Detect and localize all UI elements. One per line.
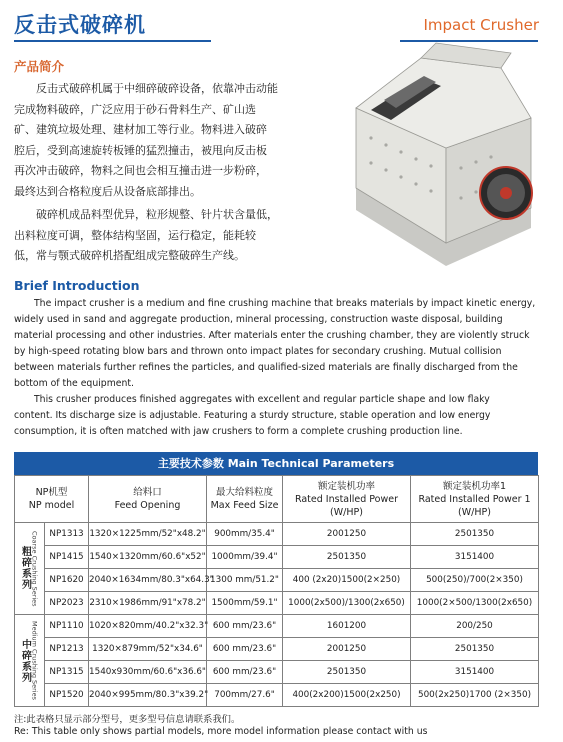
cell-feed: 1020×820mm/40.2"x32.3" — [89, 615, 207, 638]
group-name-cn: 粗碎系列 — [19, 546, 31, 591]
header-line: (W/HP) — [458, 506, 491, 518]
table-row — [15, 638, 539, 661]
intro-line: content. Its discharge size is adjustable. Featuring a sturdy structure, stable operation and low energy — [14, 410, 491, 422]
intro-heading-en: Brief Introduction — [14, 278, 140, 293]
cell-feed: 2310×1986mm/91"x78.2" — [89, 592, 207, 615]
intro-line: The impact crusher is a medium and fine crushing machine that breaks materials by impact kinetic energy, — [34, 298, 536, 309]
table-row — [15, 615, 539, 638]
table-title: 主要技术参数 Main Technical Parameters — [14, 452, 538, 475]
intro-line: bottom of the equipment. — [14, 378, 134, 390]
intro-line: consumption, it is often matched with jaw crushers to form a complete crushing production line. — [14, 426, 463, 438]
header-line: 最大给料粒度 — [215, 487, 273, 498]
cell-power: 2501350 — [283, 546, 411, 569]
cell-power: 2001250 — [283, 523, 411, 546]
cell-power1: 3151400 — [411, 546, 539, 569]
header-line: 额定装机功率 — [317, 480, 375, 492]
title-underline — [14, 40, 211, 42]
header-line: Rated Installed Power 1 — [418, 493, 531, 505]
group-medium — [15, 615, 45, 707]
cell-model: NP1520 — [45, 684, 89, 707]
cell-feed: 2040×1634mm/80.3"x64.3" — [89, 569, 207, 592]
header-line: NP机型 — [35, 487, 68, 498]
table-row — [15, 523, 539, 546]
cell-power1: 500(2x250)1700 (2×350) — [411, 684, 539, 707]
header-line: 额定装机功率1 — [442, 480, 507, 492]
header-line: Max Feed Size — [210, 500, 279, 511]
cell-model: NP1620 — [45, 569, 89, 592]
header-maxfeed — [207, 476, 283, 523]
group-name-en: Coarse Crushing Series — [30, 530, 39, 607]
cell-model: NP1110 — [45, 615, 89, 638]
group-name-en: Medium Crushing Series — [30, 621, 39, 700]
cell-model: NP2023 — [45, 592, 89, 615]
table-row — [15, 569, 539, 592]
cell-power1: 3151400 — [411, 661, 539, 684]
intro-line: This crusher produces finished aggregates with excellent and regular particle shape and low flaky — [34, 394, 490, 405]
cell-max: 600 mm/23.6" — [207, 638, 283, 661]
cell-feed: 1320×1225mm/52"x48.2" — [89, 523, 207, 546]
header-line: 给料口 — [133, 487, 162, 498]
cell-max: 900mm/35.4" — [207, 523, 283, 546]
header-line: Rated Installed Power — [294, 493, 399, 505]
intro-paragraph-en-2 — [14, 392, 539, 440]
cell-power: 2501350 — [283, 661, 411, 684]
header-power1 — [411, 476, 539, 523]
cell-power1: 500(250)/700(2×350) — [411, 569, 539, 592]
cell-power: 2001250 — [283, 638, 411, 661]
cell-power: 1000(2x500)/1300(2x650) — [283, 592, 411, 615]
table-row — [15, 684, 539, 707]
cell-max: 1300 mm/51.2" — [207, 569, 283, 592]
footnote-cn: 注:此表格只显示部分型号，更多型号信息请联系我们。 — [14, 714, 241, 725]
header-feed — [89, 476, 207, 523]
intro-line: 矿、建筑垃圾处理、建材加工等行业。物料进入破碎 — [14, 123, 267, 136]
cell-power1: 200/250 — [411, 615, 539, 638]
cell-model: NP1213 — [45, 638, 89, 661]
cell-power: 400(2x200)1500(2x250) — [283, 684, 411, 707]
intro-line: 腔后，受到高速旋转板锤的猛烈撞击，被甩向反击板 — [14, 143, 267, 157]
cell-model: NP1415 — [45, 546, 89, 569]
intro-line: 反击式破碎机属于中细碎破碎设备，依靠冲击动能 — [36, 82, 278, 95]
footnote-en: Re: This table only shows partial models, more model information please contact with us — [14, 726, 428, 737]
cell-feed: 2040×995mm/80.3"x39.2" — [89, 684, 207, 707]
intro-line: 破碎机成品料型优异，粒形规整、针片状含量低， — [36, 208, 278, 221]
header-power — [283, 476, 411, 523]
parameters-table — [14, 452, 538, 707]
page-title-cn: 反击式破碎机 — [14, 13, 146, 37]
table-row — [15, 546, 539, 569]
cell-max: 700mm/27.6" — [207, 684, 283, 707]
cell-model: NP1313 — [45, 523, 89, 546]
table-row — [15, 592, 539, 615]
intro-line: 完成物料破碎，广泛应用于砂石骨料生产、矿山选 — [14, 102, 256, 116]
table-row — [15, 661, 539, 684]
intro-line: 再次冲击破碎，物料之间也会相互撞击进一步粉碎， — [14, 164, 267, 177]
intro-line: 最终达到合格粒度后从设备底部排出。 — [14, 184, 201, 198]
cell-max: 1500mm/59.1" — [207, 592, 283, 615]
cell-model: NP1315 — [45, 661, 89, 684]
intro-paragraph-cn-2 — [14, 205, 304, 267]
intro-line: widely used in sand and aggregate production, mineral processing, construction waste disposal, building — [14, 314, 503, 326]
cell-power: 1601200 — [283, 615, 411, 638]
cell-feed: 1540×1320mm/60.6"x52" — [89, 546, 207, 569]
group-coarse — [15, 523, 45, 615]
cell-feed: 1540x930mm/60.6"x36.6" — [89, 661, 207, 684]
cell-max: 600 mm/23.6" — [207, 661, 283, 684]
group-name-cn: 中碎系列 — [19, 638, 31, 683]
cell-max: 1000mm/39.4" — [207, 546, 283, 569]
intro-line: 低，常与颚式破碎机搭配组成完整破碎生产线。 — [14, 249, 245, 262]
page-title-en: Impact Crusher — [423, 16, 539, 34]
header-line: (W/HP) — [330, 506, 363, 518]
cell-power1: 1000(2×500/1300(2x650) — [411, 592, 539, 615]
cell-feed: 1320×879mm/52"x34.6" — [89, 638, 207, 661]
intro-line: between materials further refines the particles, and qualified-sized materials are finally discharged from the — [14, 362, 518, 374]
intro-line: 出料粒度可调，整体结构坚固，运行稳定，能耗较 — [14, 228, 256, 242]
cell-max: 600 mm/23.6" — [207, 615, 283, 638]
intro-line: by high-speed rotating blow bars and thrown onto impact plates for secondary crushing. Mutual collision — [14, 346, 502, 358]
intro-paragraph-en-1 — [14, 296, 539, 393]
intro-heading-cn: 产品简介 — [14, 59, 65, 74]
intro-paragraph-cn-1 — [14, 79, 304, 202]
header-model — [15, 476, 89, 523]
cell-power: 400 (2x20)1500(2×250) — [283, 569, 411, 592]
header-line: NP model — [28, 500, 75, 511]
cell-power1: 2501350 — [411, 638, 539, 661]
cell-power1: 2501350 — [411, 523, 539, 546]
header-line: Feed Opening — [114, 500, 181, 511]
impact-crusher-image — [326, 38, 546, 274]
intro-line: material processing and other industries. After materials enter the crushing chamber, they are violently struck — [14, 330, 530, 342]
